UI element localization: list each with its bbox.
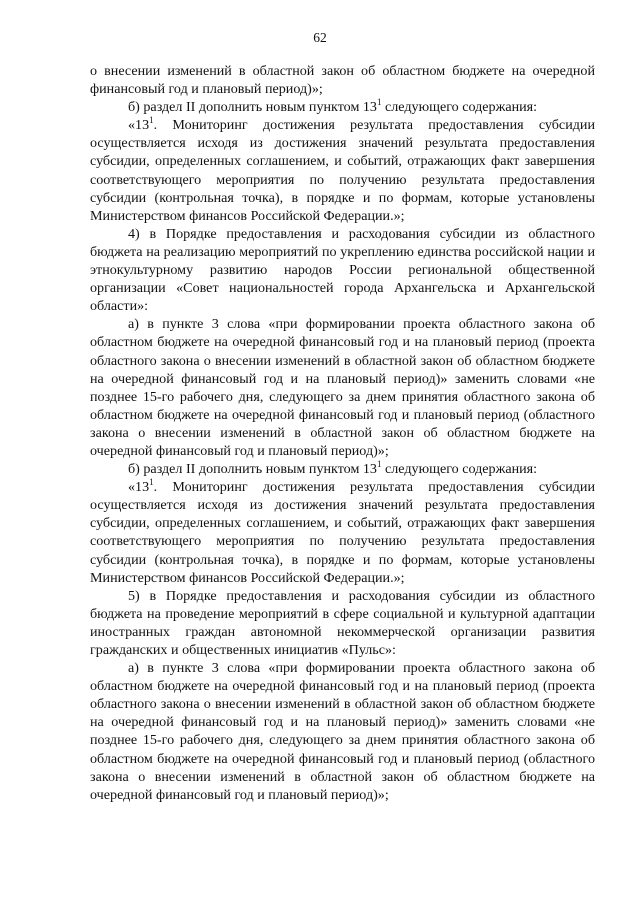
paragraph xyxy=(90,116,595,225)
paragraph-text: следующего содержания: xyxy=(381,461,538,478)
paragraph-text: . Мониторинг достижения результата предоставления субсидии осуществляется исходя из достижения значений результата предоставления субсидии, определенных соглашением, и событий, отражающих факт завершения соответствующего мероприятия по получению результата предоставления субсидии (контрольная точка), в порядке и по формам, которые установлены Министерством финансов Российской Федерации.»; xyxy=(90,479,595,586)
page-number: 62 xyxy=(313,30,327,45)
superscript-number: 1 xyxy=(376,97,382,108)
superscript-number: 1 xyxy=(149,115,154,126)
paragraph xyxy=(90,315,595,460)
paragraph xyxy=(90,478,595,587)
paragraph-text: 5) в Порядке предоставления и расходования субсидии из областного бюджета на проведение мероприятий в сфере социальной и культурной адаптации иностранных граждан автономной некоммерческой организации развития гражданских и общественных инициатив «Пульс»: xyxy=(90,587,595,658)
paragraph xyxy=(90,225,595,315)
paragraph-text: «13 xyxy=(128,117,150,134)
paragraph-text: следующего содержания: xyxy=(381,99,538,116)
paragraph-text: о внесении изменений в областной закон об областном бюджете на очередной финансовый год и плановый период)»; xyxy=(90,63,595,98)
paragraph xyxy=(90,587,595,659)
paragraph-text: 4) в Порядке предоставления и расходования субсидии из областного бюджета на реализацию мероприятий по укреплению единства российской нации и этнокультурному развитию народов России региональной общественной организации «Совет национальностей города Архангельска и Архангельской области»: xyxy=(90,225,595,315)
paragraph-text: «13 xyxy=(128,479,150,496)
paragraph-text: б) раздел II дополнить новым пунктом 13 xyxy=(128,99,377,116)
paragraph-text: а) в пункте 3 слова «при формировании проекта областного закона об областном бюджете на очередной финансовый год и на плановый период (проекта областного закона о внесении изменений в областной закон об областном бюджете на очередной финансовый год и на плановый период)» заменить словами «не позднее 15-го рабочего дня, следующего за днем принятия областного закона об областном бюджете на очередной финансовый год и плановый период (областного закона о внесении изменений в областной закон об областном бюджете на очередной финансовый год и плановый период)»; xyxy=(90,660,595,803)
paragraph-text: а) в пункте 3 слова «при формировании проекта областного закона об областном бюджете на очередной финансовый год и на плановый период (проекта областного закона о внесении изменений в областной закон об областном бюджете на очередной финансовый год и на плановый период)» заменить словами «не позднее 15-го рабочего дня, следующего за днем принятия областного закона об областном бюджете на очередной финансовый год и плановый период (областного закона о внесении изменений в областной закон об областном бюджете на очередной финансовый год и плановый период)»; xyxy=(90,316,595,459)
paragraph xyxy=(90,62,595,98)
paragraph-text: б) раздел II дополнить новым пунктом 13 xyxy=(128,461,377,478)
superscript-number: 1 xyxy=(149,477,154,488)
document-body xyxy=(90,62,595,804)
paragraph xyxy=(90,460,595,478)
paragraph xyxy=(90,659,595,804)
paragraph xyxy=(90,98,595,116)
superscript-number: 1 xyxy=(376,459,382,470)
paragraph-text: . Мониторинг достижения результата предоставления субсидии осуществляется исходя из достижения значений результата предоставления субсидии, определенных соглашением, и событий, отражающих факт завершения соответствующего мероприятия по получению результата предоставления субсидии (контрольная точка), в порядке и по формам, которые установлены Министерством финансов Российской Федерации.»; xyxy=(90,117,595,224)
